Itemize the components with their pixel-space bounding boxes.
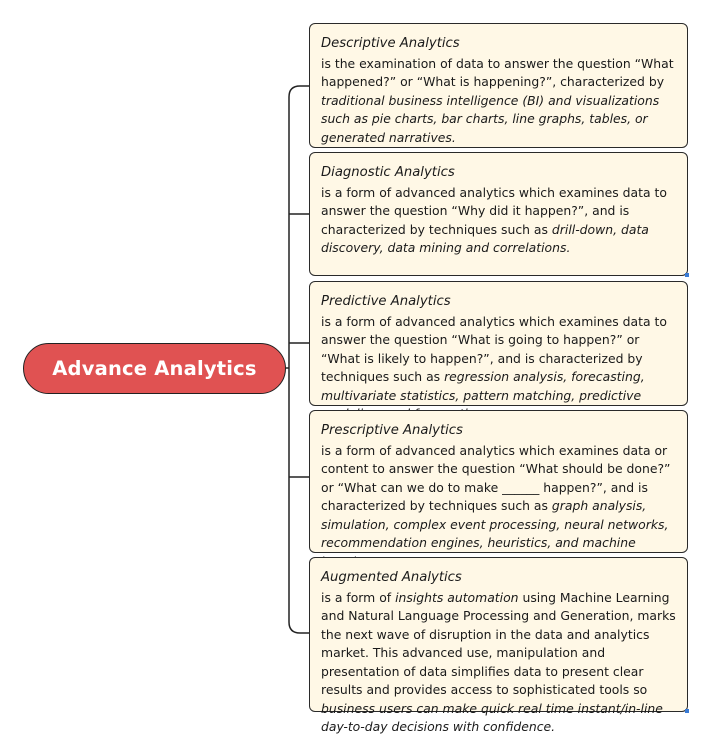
card-body-text: is a form of xyxy=(321,589,396,605)
root-node-advance-analytics[interactable] xyxy=(23,343,286,394)
card-title: Prescriptive Analytics xyxy=(321,423,463,438)
card-body xyxy=(321,56,674,145)
card-body xyxy=(321,590,676,735)
card-body-text: is a form of advanced analytics which examines data to answer the question “What is going to happen?” or “What is likely to happen?”, and is characterized by techniques such as xyxy=(321,313,667,384)
card-body-italic-text: graph analysis, simulation, complex event processing, neural networks, recommendation engines, heuristics, and machine xyxy=(321,498,669,550)
card-predictive-analytics[interactable] xyxy=(309,281,688,406)
card-title: Predictive Analytics xyxy=(321,294,451,309)
resize-handle-icon[interactable] xyxy=(685,709,689,713)
branch-spine xyxy=(289,86,300,633)
card-body-text: is a form of advanced analytics which examines data or content to answer the question “What should be done?” or “What can we do to make ______ happen?”, and is characterized by techniques such as xyxy=(321,442,671,513)
card-body-text: is the examination of data to answer the question “What happened?” or “What is happening?”, characterized by xyxy=(321,55,674,89)
card-title: Augmented Analytics xyxy=(321,570,462,585)
card-body-text: using Machine Learning and Natural Language Processing and Generation, marks the next wave of disruption in the data and analytics market. This advanced use, manipulation and presentation of data simplifies data to present clear results and provides access to sophisticated tools so xyxy=(321,589,676,697)
card-body-text: is a form of advanced analytics which examines data to answer the question “Why did it happen?”, and is characterized by techniques such as xyxy=(321,184,667,237)
card-body-italic-text: drill-down, data discovery, data mining and correlations. xyxy=(321,221,649,255)
resize-handle-icon[interactable] xyxy=(685,273,689,277)
card-body-italic-text: traditional business intelligence (BI) and visualizations such as pie charts, bar charts, line graphs, tables, or generated narratives. xyxy=(321,92,660,145)
card-diagnostic-analytics[interactable] xyxy=(309,152,688,276)
card-body xyxy=(321,443,670,569)
card-body-italic-text: insights automation xyxy=(395,589,519,605)
card-augmented-analytics[interactable] xyxy=(309,557,688,734)
card-descriptive-analytics[interactable] xyxy=(309,23,688,148)
root-node-label: Advance Analytics xyxy=(52,357,257,380)
card-body-italic-text: business users can make quick real time instant/in-line day-to-day decisions with confidence. xyxy=(321,700,663,734)
card-body xyxy=(321,185,667,256)
card-body-italic-text: regression analysis, forecasting, multivariate statistics, pattern matching, predictive xyxy=(321,369,645,403)
card-prescriptive-analytics[interactable] xyxy=(309,410,688,553)
card-body xyxy=(321,314,667,422)
card-title: Diagnostic Analytics xyxy=(321,165,455,180)
card-title: Descriptive Analytics xyxy=(321,36,460,51)
